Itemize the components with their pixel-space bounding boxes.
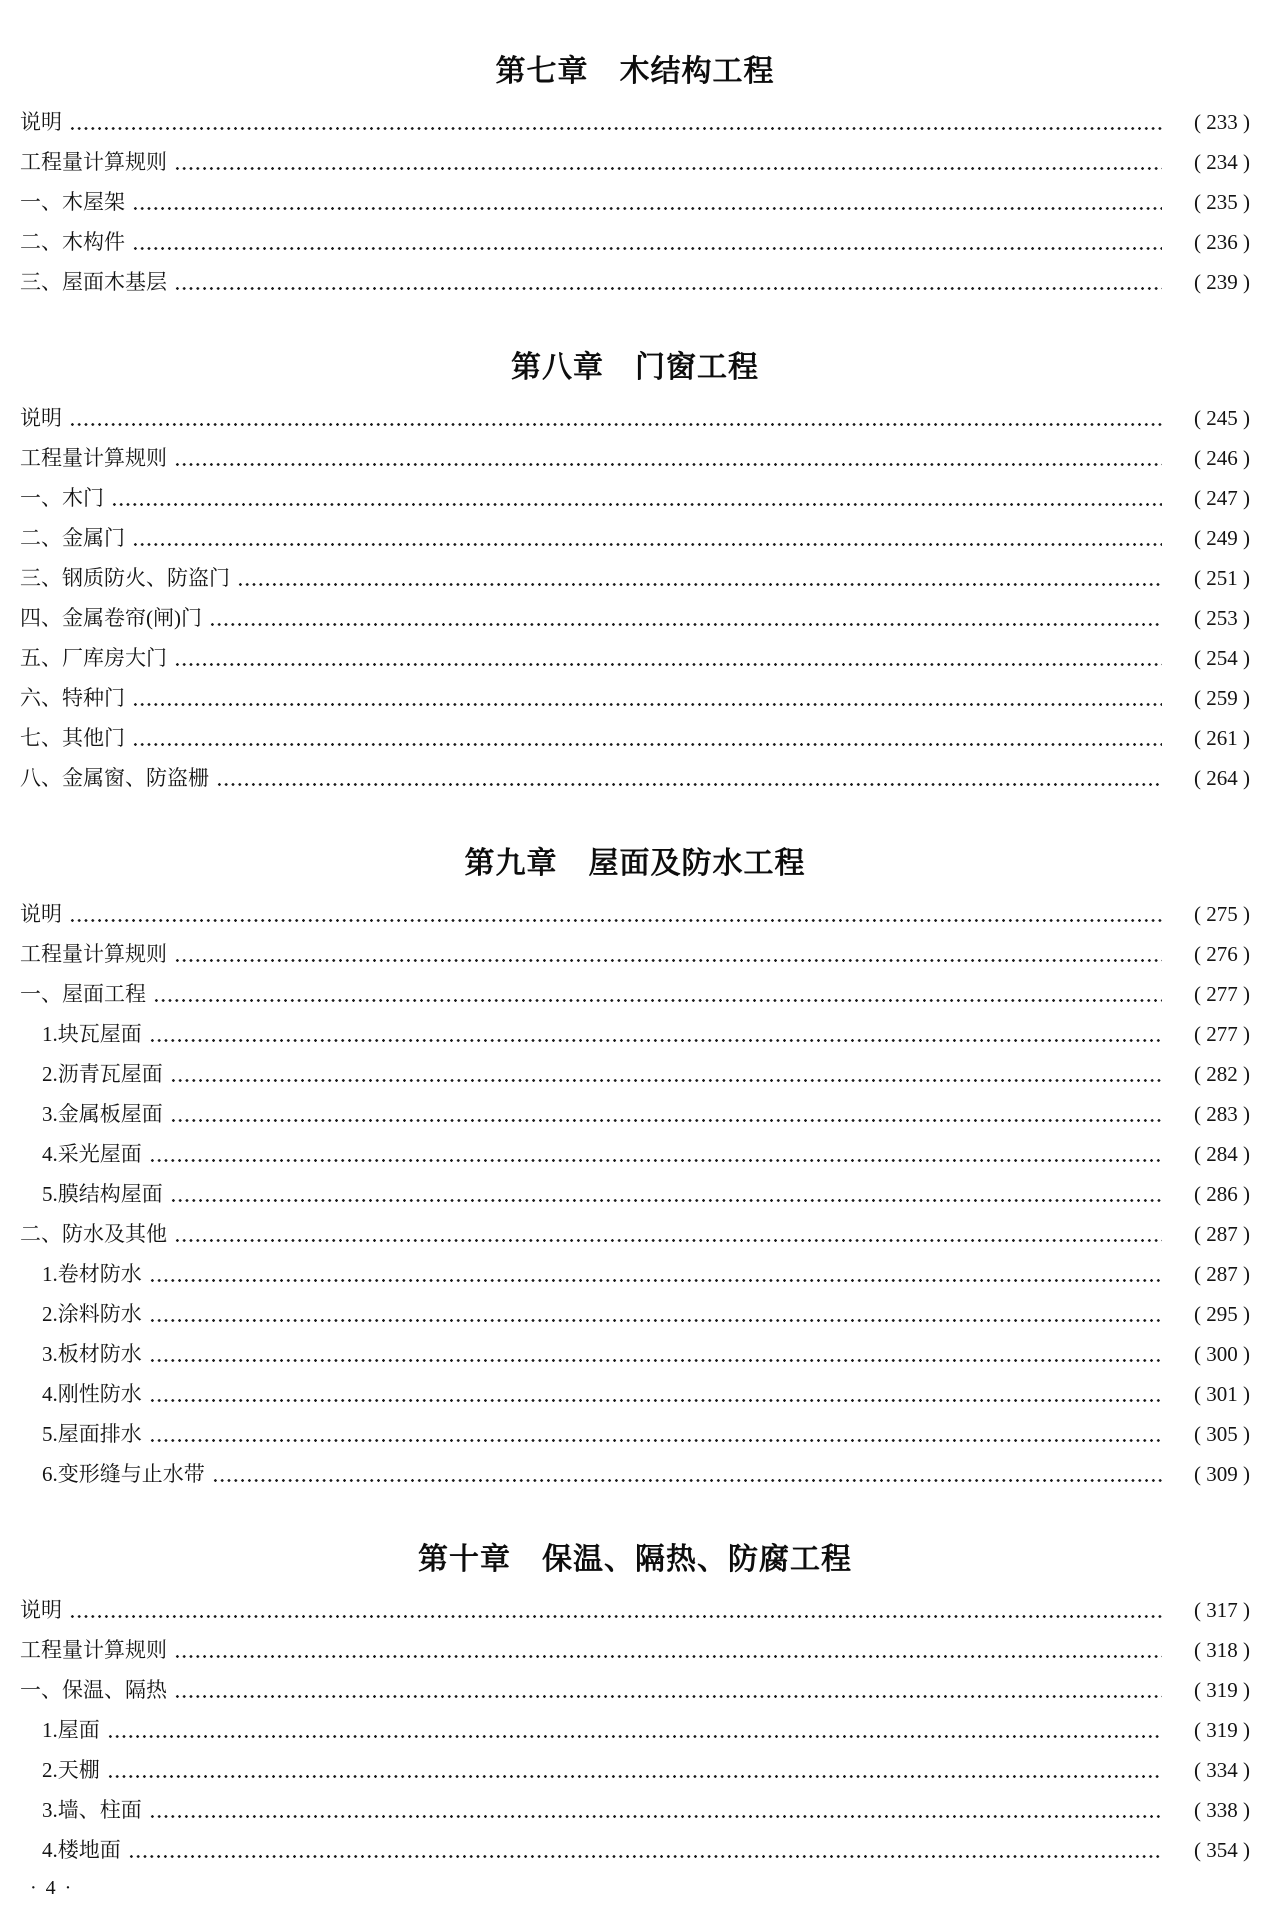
toc-entry-label: 1.屋面 [42, 1718, 100, 1742]
dot-leader [212, 1454, 1162, 1494]
toc-entry-label: 2.天棚 [42, 1758, 100, 1782]
dot-leader [237, 558, 1162, 598]
toc-entry [20, 558, 1250, 598]
dot-leader [170, 1054, 1162, 1094]
toc-entry [20, 934, 1250, 974]
chapter-title: 第七章 木结构工程 [495, 55, 775, 88]
dot-leader [128, 1830, 1162, 1870]
dot-leader [132, 718, 1162, 758]
toc-entry-page: ( 235 ) [1194, 190, 1250, 214]
dot-leader [69, 1590, 1162, 1630]
toc-entry-page: ( 276 ) [1194, 942, 1250, 966]
chapter-section [20, 844, 1250, 1494]
toc-root [20, 52, 1250, 1870]
toc-entry-label: 工程量计算规则 [20, 1638, 167, 1662]
toc-entry-page: ( 277 ) [1194, 1022, 1250, 1046]
toc-entry [20, 598, 1250, 638]
toc-subentry [20, 1414, 1250, 1454]
toc-entry [20, 894, 1250, 934]
toc-entry-page: ( 305 ) [1194, 1422, 1250, 1446]
dot-leader [149, 1134, 1162, 1174]
dot-leader [149, 1254, 1162, 1294]
dot-leader [209, 598, 1162, 638]
toc-entry-label: 三、钢质防火、防盗门 [20, 566, 230, 590]
toc-subentry [20, 1294, 1250, 1334]
toc-entry-page: ( 334 ) [1194, 1758, 1250, 1782]
toc-entry-page: ( 301 ) [1194, 1382, 1250, 1406]
toc-entry-label: 工程量计算规则 [20, 942, 167, 966]
dot-leader [107, 1710, 1162, 1750]
dot-leader [174, 1214, 1162, 1254]
toc-entry-label: 四、金属卷帘(闸)门 [20, 606, 202, 630]
toc-entry-label: 八、金属窗、防盗栅 [20, 766, 209, 790]
toc-entry-page: ( 246 ) [1194, 446, 1250, 470]
toc-entry [20, 758, 1250, 798]
toc-entry [20, 398, 1250, 438]
chapter-section [20, 348, 1250, 798]
toc-entry-label: 说明 [20, 406, 62, 430]
toc-entry-page: ( 261 ) [1194, 726, 1250, 750]
dot-leader [132, 678, 1162, 718]
dot-leader [153, 974, 1162, 1014]
toc-entry-page: ( 287 ) [1194, 1222, 1250, 1246]
toc-entry-page: ( 277 ) [1194, 982, 1250, 1006]
toc-entry-page: ( 284 ) [1194, 1142, 1250, 1166]
toc-entry-page: ( 234 ) [1194, 150, 1250, 174]
dot-leader [132, 518, 1162, 558]
toc-entry [20, 262, 1250, 302]
toc-entry [20, 1630, 1250, 1670]
toc-entry-label: 4.楼地面 [42, 1838, 121, 1862]
toc-entry [20, 518, 1250, 558]
toc-entry-label: 二、防水及其他 [20, 1222, 167, 1246]
toc-entry-page: ( 318 ) [1194, 1638, 1250, 1662]
dot-leader [149, 1790, 1162, 1830]
dot-leader [174, 934, 1162, 974]
toc-entry-page: ( 239 ) [1194, 270, 1250, 294]
toc-subentry [20, 1054, 1250, 1094]
toc-entry-label: 3.板材防水 [42, 1342, 142, 1366]
dot-leader [132, 182, 1162, 222]
dot-leader [174, 142, 1162, 182]
dot-leader [149, 1294, 1162, 1334]
toc-subentry [20, 1134, 1250, 1174]
toc-entry-label: 工程量计算规则 [20, 446, 167, 470]
dot-leader [149, 1374, 1162, 1414]
toc-entry-page: ( 249 ) [1194, 526, 1250, 550]
toc-entry-label: 5.膜结构屋面 [42, 1182, 163, 1206]
toc-entry-label: 5.屋面排水 [42, 1422, 142, 1446]
toc-entry-page: ( 354 ) [1194, 1838, 1250, 1862]
chapter-section [20, 1540, 1250, 1870]
toc-entry-page: ( 245 ) [1194, 406, 1250, 430]
dot-leader [149, 1014, 1162, 1054]
toc-entry-page: ( 300 ) [1194, 1342, 1250, 1366]
toc-subentry [20, 1254, 1250, 1294]
dot-leader [174, 1670, 1162, 1710]
dot-leader [69, 894, 1162, 934]
toc-entry-label: 五、厂库房大门 [20, 646, 167, 670]
toc-entry-label: 说明 [20, 110, 62, 134]
toc-entry-page: ( 283 ) [1194, 1102, 1250, 1126]
toc-entry-label: 3.墙、柱面 [42, 1798, 142, 1822]
chapter-title: 第九章 屋面及防水工程 [464, 847, 806, 880]
toc-entry-page: ( 319 ) [1194, 1718, 1250, 1742]
toc-entry-page: ( 286 ) [1194, 1182, 1250, 1206]
dot-leader [69, 398, 1162, 438]
toc-entry-label: 一、保温、隔热 [20, 1678, 167, 1702]
toc-entry-label: 6.变形缝与止水带 [42, 1462, 205, 1486]
toc-subentry [20, 1014, 1250, 1054]
dot-leader [111, 478, 1162, 518]
chapter-title: 第十章 保温、隔热、防腐工程 [418, 1543, 852, 1576]
toc-entry-label: 一、木门 [20, 486, 104, 510]
toc-subentry [20, 1710, 1250, 1750]
toc-entry-label: 七、其他门 [20, 726, 125, 750]
toc-entry [20, 638, 1250, 678]
toc-entry-page: ( 251 ) [1194, 566, 1250, 590]
toc-entry [20, 478, 1250, 518]
dot-leader [174, 438, 1162, 478]
toc-entry-label: 二、金属门 [20, 526, 125, 550]
toc-entry-page: ( 317 ) [1194, 1598, 1250, 1622]
toc-entry-label: 三、屋面木基层 [20, 270, 167, 294]
toc-entry-page: ( 275 ) [1194, 902, 1250, 926]
toc-subentry [20, 1094, 1250, 1134]
toc-entry-label: 3.金属板屋面 [42, 1102, 163, 1126]
toc-entry [20, 222, 1250, 262]
toc-subentry [20, 1750, 1250, 1790]
toc-entry [20, 1214, 1250, 1254]
toc-subentry [20, 1790, 1250, 1830]
toc-entry-page: ( 319 ) [1194, 1678, 1250, 1702]
toc-entry-label: 工程量计算规则 [20, 150, 167, 174]
toc-entry [20, 102, 1250, 142]
toc-entry [20, 142, 1250, 182]
toc-entry [20, 1670, 1250, 1710]
page-number-footer: · 4 · [30, 1877, 74, 1899]
toc-entry-page: ( 287 ) [1194, 1262, 1250, 1286]
dot-leader [174, 262, 1162, 302]
toc-entry-label: 1.卷材防水 [42, 1262, 142, 1286]
toc-entry-label: 2.涂料防水 [42, 1302, 142, 1326]
toc-entry-page: ( 247 ) [1194, 486, 1250, 510]
toc-subentry [20, 1830, 1250, 1870]
toc-entry-page: ( 295 ) [1194, 1302, 1250, 1326]
dot-leader [216, 758, 1162, 798]
toc-entry [20, 718, 1250, 758]
dot-leader [107, 1750, 1162, 1790]
toc-entry-page: ( 259 ) [1194, 686, 1250, 710]
toc-entry-label: 说明 [20, 902, 62, 926]
toc-entry-page: ( 264 ) [1194, 766, 1250, 790]
toc-entry-page: ( 282 ) [1194, 1062, 1250, 1086]
toc-entry [20, 1590, 1250, 1630]
toc-entry [20, 678, 1250, 718]
toc-entry [20, 182, 1250, 222]
toc-entry-page: ( 254 ) [1194, 646, 1250, 670]
toc-entry-label: 说明 [20, 1598, 62, 1622]
toc-entry-label: 4.刚性防水 [42, 1382, 142, 1406]
toc-subentry [20, 1174, 1250, 1214]
toc-entry-label: 1.块瓦屋面 [42, 1022, 142, 1046]
toc-entry [20, 438, 1250, 478]
toc-entry-label: 六、特种门 [20, 686, 125, 710]
dot-leader [149, 1334, 1162, 1374]
toc-entry-page: ( 253 ) [1194, 606, 1250, 630]
toc-entry-page: ( 233 ) [1194, 110, 1250, 134]
toc-entry-label: 4.采光屋面 [42, 1142, 142, 1166]
chapter-section [20, 52, 1250, 302]
toc-entry-page: ( 338 ) [1194, 1798, 1250, 1822]
chapter-title: 第八章 门窗工程 [511, 351, 759, 384]
dot-leader [132, 222, 1162, 262]
dot-leader [170, 1174, 1162, 1214]
dot-leader [149, 1414, 1162, 1454]
toc-entry-label: 2.沥青瓦屋面 [42, 1062, 163, 1086]
toc-subentry [20, 1374, 1250, 1414]
dot-leader [69, 102, 1162, 142]
toc-entry-page: ( 236 ) [1194, 230, 1250, 254]
toc-entry-page: ( 309 ) [1194, 1462, 1250, 1486]
toc-subentry [20, 1454, 1250, 1494]
toc-entry-label: 二、木构件 [20, 230, 125, 254]
toc-entry-label: 一、木屋架 [20, 190, 125, 214]
toc-subentry [20, 1334, 1250, 1374]
toc-entry-label: 一、屋面工程 [20, 982, 146, 1006]
dot-leader [170, 1094, 1162, 1134]
toc-entry [20, 974, 1250, 1014]
dot-leader [174, 638, 1162, 678]
dot-leader [174, 1630, 1162, 1670]
